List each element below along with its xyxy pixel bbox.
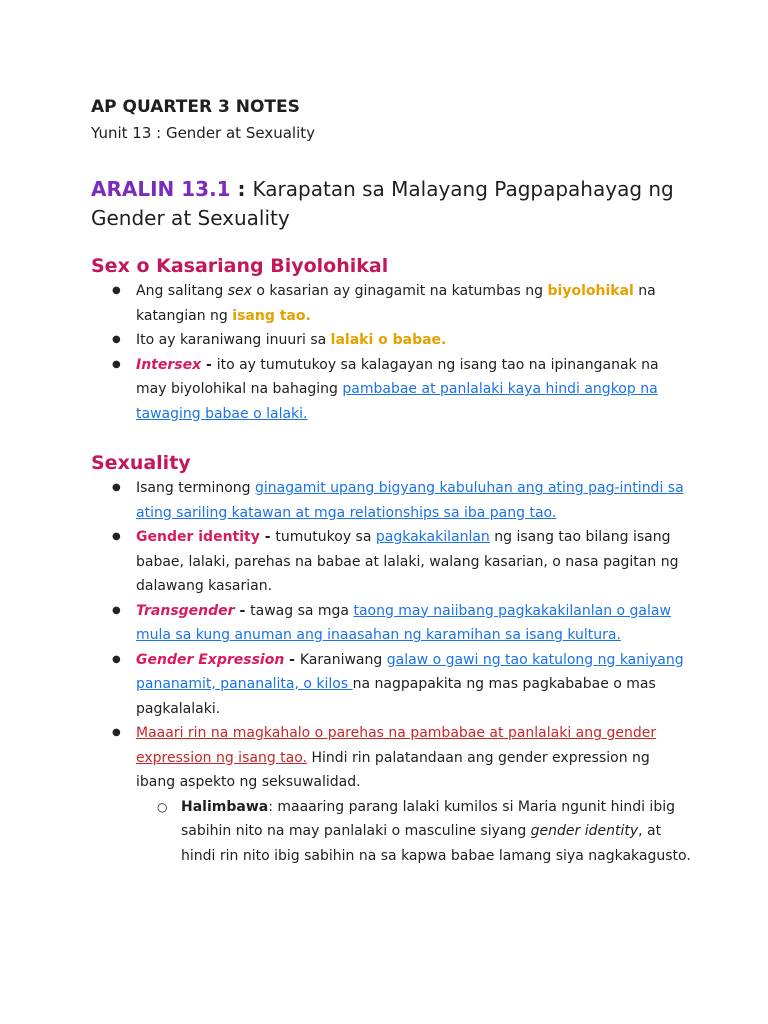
text-run: Hindi rin palatandaan ang gender expression ng ibang aspekto ng seksuwalidad. (136, 749, 650, 790)
text-run: Ito ay karaniwang inuuri sa (136, 332, 331, 348)
text-run: Karaniwang (299, 651, 387, 668)
term-label: Transgender (136, 602, 235, 619)
list-item (91, 525, 691, 599)
sub-list-holder (91, 795, 691, 869)
text-run: na nagpapakita ng mas pagkababae o mas pagkalalaki. (136, 676, 656, 717)
text-run: : maaaring parang lalaki kumilos si Maria ngunit hindi ibig sabihin nito na may panlalaki o masculine siyang (181, 798, 675, 839)
list-item (91, 599, 691, 648)
text-run: tumutukoy sa (275, 529, 376, 545)
underlined-link[interactable]: pambabae at panlalaki kaya hindi angkop na tawaging babae o lalaki. (136, 381, 658, 422)
term-label: Gender identity (136, 529, 260, 545)
underlined-link[interactable]: ginagamit upang bigyang kabuluhan ang ating pag-intindi sa ating sariling katawan at mga relationships sa iba pang tao. (136, 480, 684, 521)
term-label: Gender Expression (136, 651, 285, 668)
example-label: Halimbawa (181, 798, 269, 815)
separator: - (284, 651, 300, 668)
text-run: o kasarian ay ginagamit na katumbas ng (251, 283, 548, 299)
text-run-italic: gender identity (530, 823, 639, 839)
list-item (91, 328, 691, 353)
lesson-colon: : (230, 177, 253, 201)
highlighted-term: isang tao. (232, 307, 311, 324)
section-heading-sexuality: Sexuality (91, 452, 191, 474)
lesson-heading (91, 175, 691, 233)
text-run: Isang terminong (136, 480, 255, 496)
sub-list (91, 795, 691, 869)
text-run: ito ay tumutukoy sa kalagayan ng isang tao na ipinanganak na may biyolohikal na bahaging (136, 356, 659, 397)
underlined-red-text[interactable]: Maaari rin na magkahalo o parehas na pambabae at panlalaki ang gender expression ng isang tao. (136, 725, 657, 766)
text-run: na katangian ng (136, 283, 656, 324)
document-body (91, 95, 691, 868)
document-title: AP QUARTER 3 NOTES (91, 97, 300, 117)
list-item (91, 721, 691, 795)
lesson-title: Karapatan sa Malayang Pagpapahayag ng Gender at Sexuality (91, 177, 674, 230)
document-subtitle: Yunit 13 : Gender at Sexuality (91, 124, 315, 142)
highlighted-term: biyolohikal (547, 283, 634, 299)
section-heading-sex: Sex o Kasariang Biyolohikal (91, 255, 389, 277)
text-run: ng isang tao bilang isang babae, lalaki, parehas na babae at lalaki, walang kasarian, o nasa pagitan ng dalawang kasarian. (136, 529, 679, 594)
list-item (91, 648, 691, 722)
list-item (91, 353, 691, 427)
underlined-link[interactable]: pagkakakilanlan (375, 529, 490, 545)
separator: - (259, 529, 276, 545)
section-sex-list (91, 279, 691, 426)
lesson-code: ARALIN 13.1 (91, 177, 231, 201)
text-run: Ang salitang (136, 283, 228, 299)
separator: - (201, 356, 217, 373)
text-run-italic: sex (227, 283, 252, 299)
section-sexuality-list (91, 476, 691, 868)
term-label: Intersex (136, 356, 202, 373)
underlined-link[interactable]: taong may naiibang pagkakakilanlan o galaw mula sa kung anuman ang inaasahan ng karamihan sa isang kultura. (136, 602, 671, 643)
separator: - (234, 602, 251, 619)
text-run: , at hindi rin nito ibig sabihin na sa kapwa babae lamang siya nagkakagusto. (181, 823, 691, 864)
list-item (91, 279, 691, 328)
text-run: tawag sa mga (250, 602, 354, 619)
list-item (91, 476, 691, 525)
sub-list-item (91, 795, 691, 869)
underlined-link[interactable]: galaw o gawi ng tao katulong ng kaniyang pananamit, pananalita, o kilos (136, 651, 684, 692)
highlighted-term: lalaki o babae. (330, 332, 447, 348)
